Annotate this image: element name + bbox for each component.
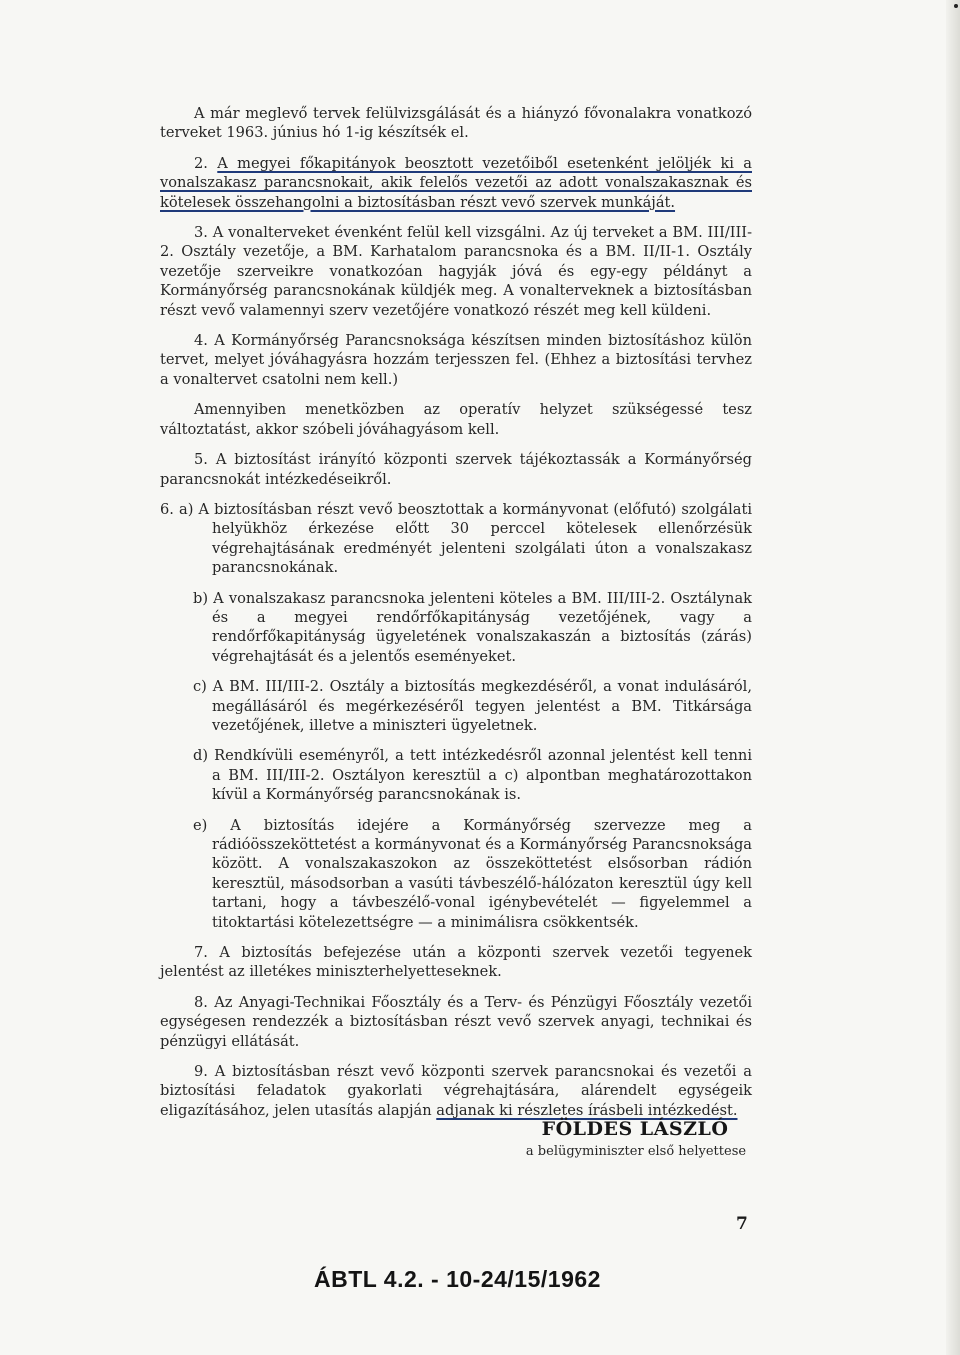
paragraph-8: 8. Az Anyagi-Technikai Főosztály és a Terv- és Pénzügyi Főosztály vezetői egységesen rendezzék a biztosításban részt vevő szervek anyagi, technikai és pénzügyi ellátását. — [160, 993, 752, 1050]
page-number: 7 — [736, 1214, 748, 1234]
paragraph-6d: d) Rendkívüli eseményről, a tett intézkedésről azonnal jelentést kell tenni a BM. III/III-2. Osztályon keresztül a c) alpontban meghatározottakon kívül a Kormányőrség parancsnokának is. — [193, 747, 752, 804]
paragraph-2-number: 2. — [194, 154, 208, 172]
paragraph-9-text: 9. A biztosításban részt vevő központi szervek parancsnokai és vezetői a biztosítási feladatok gyakorlati végrehajtására, alárendelt egységeik eligazításához, jelen utasítás alapján — [160, 1063, 752, 1119]
paragraph-4: 4. A Kormányőrség Parancsnoksága készítsen minden biztosításhoz külön tervet, melyet jóváhagyásra hozzám terjesszen fel. (Ehhez a biztosítási tervhez a vonaltervet csatolni nem kell.) — [160, 332, 752, 388]
archive-reference: ÁBTL 4.2. - 10-24/15/1962 — [314, 1266, 601, 1292]
scan-edge — [946, 0, 960, 1355]
paragraph-intro: A már meglevő tervek felülvizsgálását és a hiányzó fővonalakra vonatkozó terveket 1963. június hó 1-ig készítsék el. — [160, 105, 752, 142]
paragraph-2-underlined-text: A megyei főkapitányok beosztott vezetőiből esetenként jelöljék ki a vonalszakasz parancsnokait, akik felelős vezetői az adott vonalszakasznak és kötelesek összehangolni a biztosításban részt vevő szervek munkáját. — [160, 154, 752, 211]
paragraph-6b: b) A vonalszakasz parancsnoka jelenteni köteles a BM. III/III-2. Osztálynak és a megyei rendőrfőkapitányság vezetőjének, vagy a rendőrfőkapitányság ügyeletének vonalszakaszán a biztosítás (zárás) végrehajtását és a jelentős eseményeket. — [193, 589, 752, 665]
signatory-title: a belügyminiszter első helyettese — [525, 1144, 747, 1159]
paragraph-6a: 6. a) A biztosításban részt vevő beosztottak a kormányvonat (előfutó) szolgálati helyükhöz érkezése előtt 30 perccel kötelesek ellenőrzésük végrehajtásának eredményét jelenteni szolgálati úton a vonalszakasz parancsnokának. — [160, 500, 752, 577]
paragraph-9 — [160, 1062, 752, 1120]
paragraph-6e: e) A biztosítás idejére a Kormányőrség szervezze meg a rádióösszeköttetést a kormányvonat és a Kormányőrség Parancsnoksága között. A vonalszakaszokon az összeköttetést elsősorban rádión keresztül, másodsorban a vasúti távbeszélő-hálózaton keresztül úgy kell tartani, hogy a távbeszélő-vonal igénybevételét — figyelemmel a titoktartási kötelezettségre — a minimálisra csökkentsék. — [193, 816, 752, 931]
signatory-name: FÖLDES LÁSZLÓ — [541, 1118, 729, 1140]
paragraph-7: 7. A biztosítás befejezése után a központi szervek vezetői tegyenek jelentést az illetékes miniszterhelyetteseknek. — [160, 944, 752, 981]
scan-speck — [954, 4, 958, 8]
paragraph-3: 3. A vonalterveket évenként felül kell vizsgálni. Az új terveket a BM. III/III-2. Osztály vezetője, a BM. Karhatalom parancsnoka és a BM. II/II-1. Osztály vezetője szerveikre vonatkozóan hagyják jóvá és egy-egy példányt a Kormányőrség parancsnokának küldjék meg. A vonalterveknek a biztosításban részt vevő valamennyi szerv vezetőjére vonatkozó részét meg kell küldeni. — [160, 224, 752, 319]
paragraph-6c: c) A BM. III/III-2. Osztály a biztosítás megkezdéséről, a vonat indulásáról, megállásáról és megérkezéséről tegyen jelentést a BM. Titkársága vezetőjének, illetve a miniszteri ügyeletnek. — [193, 678, 752, 734]
paragraph-2 — [160, 154, 752, 212]
paragraph-5: 5. A biztosítást irányító központi szervek tájékoztassák a Kormányőrség parancsnokát intézkedéseikről. — [160, 451, 752, 488]
paragraph-4-note: Amennyiben menetközben az operatív helyzet szükségessé tesz változtatást, akkor szóbeli jóváhagyásom kell. — [160, 401, 752, 438]
document-body — [160, 104, 752, 1131]
paragraph-9-underlined-text: adjanak ki részletes írásbeli intézkedést. — [436, 1101, 738, 1119]
